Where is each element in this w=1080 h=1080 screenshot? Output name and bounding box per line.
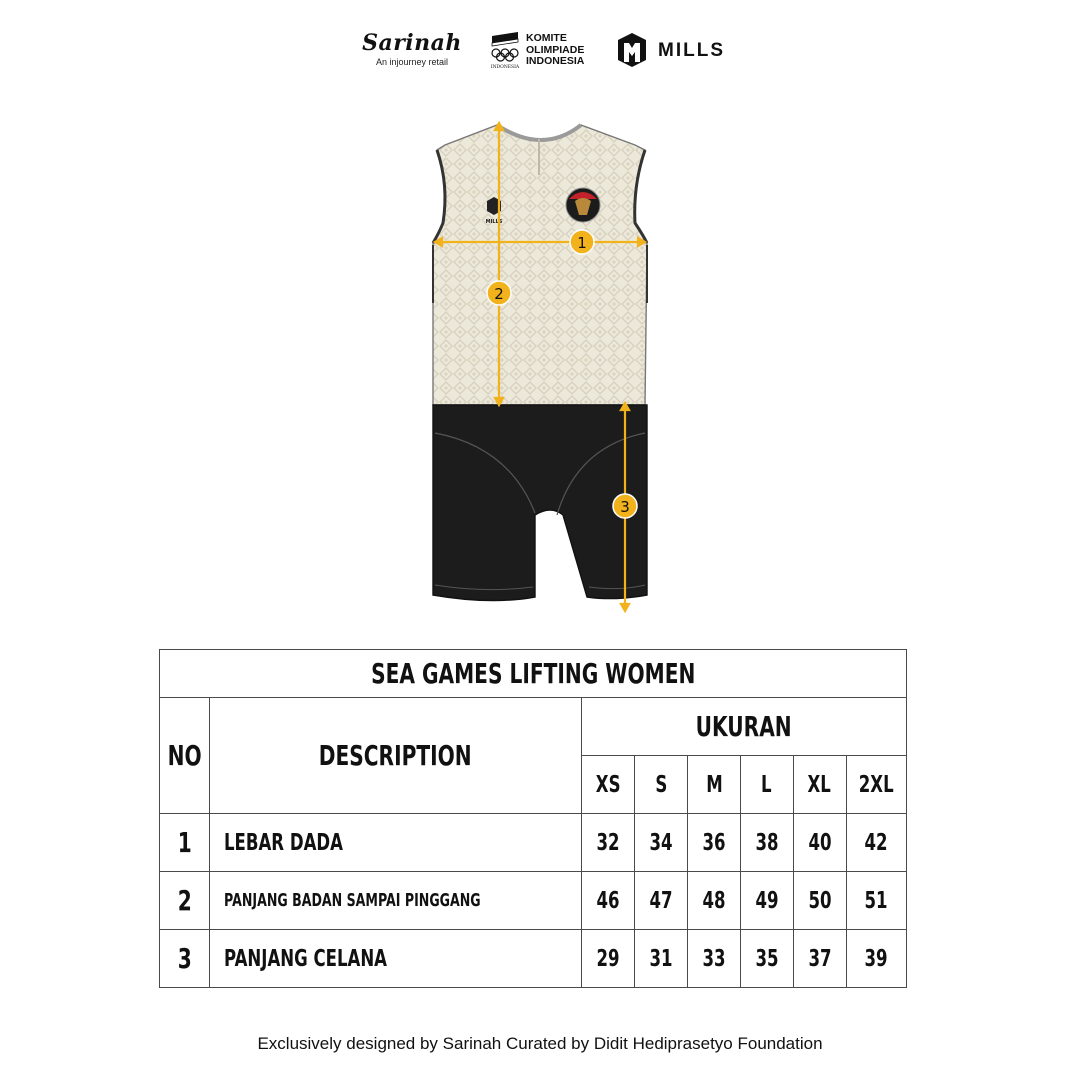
row-2-no: 2 <box>160 872 210 930</box>
table-row <box>160 872 907 930</box>
row-3-value-xl: 37 <box>793 930 846 988</box>
row-3-value-xs: 29 <box>581 930 635 988</box>
row-1-value-s: 34 <box>635 814 688 872</box>
mills-helmet-icon <box>616 32 648 68</box>
header-no: NO <box>160 698 210 814</box>
measure-marker-2 <box>487 281 511 305</box>
row-3-value-s: 31 <box>635 930 688 988</box>
row-1-value-xl: 40 <box>793 814 846 872</box>
row-3-description: PANJANG CELANA <box>210 930 581 988</box>
row-3-no: 3 <box>160 930 210 988</box>
size-header-m: M <box>688 756 741 814</box>
size-chart-table <box>159 649 907 988</box>
row-1-no: 1 <box>160 814 210 872</box>
olympic-rings-icon <box>488 30 522 70</box>
koi-line-2: OLIMPIADE <box>526 43 585 56</box>
row-1-value-xs: 32 <box>581 814 635 872</box>
chest-logo-text: MILLS <box>485 219 503 225</box>
measure-marker-1 <box>570 230 594 254</box>
table-title: SEA GAMES LIFTING WOMEN <box>160 650 907 698</box>
measure-marker-1-label: 1 <box>577 234 587 252</box>
koi-logo-text <box>526 33 584 68</box>
size-header-xl: XL <box>793 756 846 814</box>
sarinah-logo-tagline: An injourney retail <box>375 57 449 67</box>
row-1-value-2xl: 42 <box>846 814 906 872</box>
row-3-value-2xl: 39 <box>846 930 906 988</box>
row-2-value-xl: 50 <box>793 872 846 930</box>
table-row <box>160 814 907 872</box>
header-ukuran: UKURAN <box>581 698 906 756</box>
koi-line-3: INDONESIA <box>526 55 585 67</box>
mills-logo-name: MILLS <box>658 40 725 61</box>
sarinah-logo-name: Sarinah <box>362 30 462 56</box>
row-1-value-m: 36 <box>688 814 741 872</box>
sarinah-logo <box>356 30 468 68</box>
table-row <box>160 930 907 988</box>
row-2-value-l: 49 <box>740 872 793 930</box>
row-2-value-s: 47 <box>635 872 688 930</box>
measure-marker-2-label: 2 <box>494 285 504 303</box>
size-header-l: L <box>740 756 793 814</box>
header-description: DESCRIPTION <box>210 698 581 814</box>
mills-logo <box>616 32 726 68</box>
partner-logos <box>0 28 1080 76</box>
footer-credit: Exclusively designed by Sarinah Curated by Didit Hediprasetyo Foundation <box>257 1034 823 1053</box>
row-2-value-xs: 46 <box>581 872 635 930</box>
garment-illustration <box>425 115 665 625</box>
row-1-value-l: 38 <box>740 814 793 872</box>
size-header-xs: XS <box>581 756 635 814</box>
row-2-value-2xl: 51 <box>846 872 906 930</box>
row-3-value-l: 35 <box>740 930 793 988</box>
row-2-description: PANJANG BADAN SAMPAI PINGGANG <box>210 872 581 930</box>
measure-marker-3 <box>613 494 637 518</box>
koi-emblem-caption: INDONESIA <box>490 65 520 70</box>
koi-line-1: KOMITE <box>526 32 567 44</box>
measure-marker-3-label: 3 <box>620 498 630 516</box>
garuda-badge-icon <box>566 188 600 222</box>
row-2-value-m: 48 <box>688 872 741 930</box>
size-header-2xl: 2XL <box>846 756 906 814</box>
koi-logo <box>488 30 598 70</box>
row-1-description: LEBAR DADA <box>210 814 581 872</box>
size-header-s: S <box>635 756 688 814</box>
chest-mills-logo <box>486 197 503 225</box>
row-3-value-m: 33 <box>688 930 741 988</box>
